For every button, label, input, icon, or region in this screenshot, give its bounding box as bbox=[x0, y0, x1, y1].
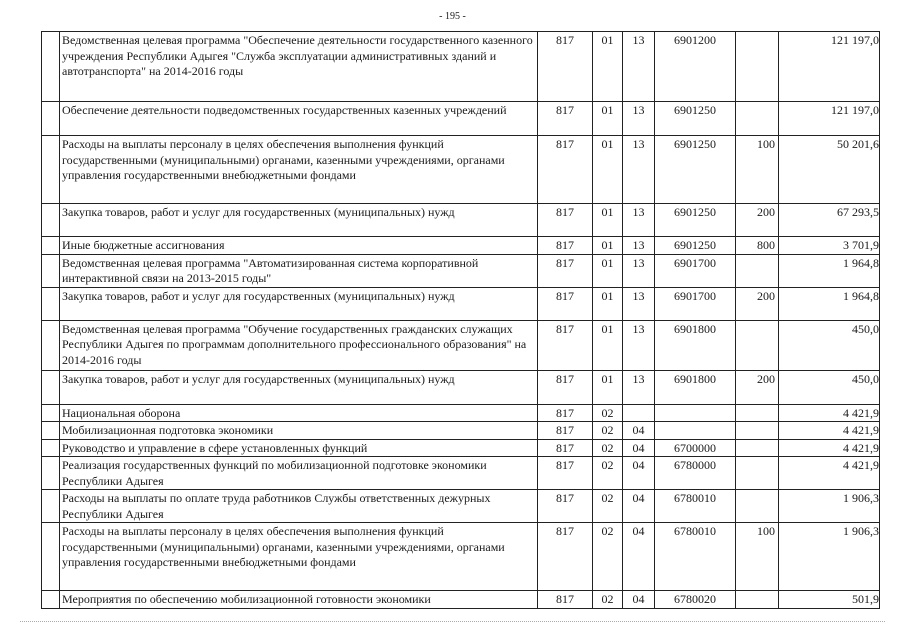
row-name-cell: Закупка товаров, работ и услуг для государственных (муниципальных) нужд bbox=[60, 204, 538, 237]
row-sum-cell: 450,0 bbox=[779, 320, 880, 370]
row-blank-cell bbox=[42, 439, 60, 457]
row-pr-cell: 13 bbox=[623, 102, 655, 136]
row-sum-cell: 1 906,3 bbox=[779, 523, 880, 591]
budget-table bbox=[41, 31, 880, 609]
row-blank-cell bbox=[42, 404, 60, 422]
row-grbs-cell: 817 bbox=[538, 254, 593, 287]
row-pr-cell: 13 bbox=[623, 136, 655, 204]
row-blank-cell bbox=[42, 370, 60, 404]
row-csr-cell: 6901250 bbox=[655, 136, 736, 204]
row-pr-cell: 13 bbox=[623, 237, 655, 255]
table-row bbox=[42, 439, 880, 457]
row-blank-cell bbox=[42, 237, 60, 255]
row-rz-cell: 02 bbox=[593, 523, 623, 591]
row-grbs-cell: 817 bbox=[538, 370, 593, 404]
row-grbs-cell: 817 bbox=[538, 102, 593, 136]
row-name-cell: Руководство и управление в сфере установленных функций bbox=[60, 439, 538, 457]
row-rz-cell: 01 bbox=[593, 32, 623, 102]
table-row bbox=[42, 32, 880, 102]
table-row bbox=[42, 422, 880, 440]
table-row bbox=[42, 320, 880, 370]
row-rz-cell: 01 bbox=[593, 237, 623, 255]
row-grbs-cell: 817 bbox=[538, 32, 593, 102]
row-vr-cell bbox=[736, 32, 779, 102]
row-vr-cell: 100 bbox=[736, 523, 779, 591]
row-pr-cell: 04 bbox=[623, 422, 655, 440]
row-vr-cell bbox=[736, 404, 779, 422]
row-blank-cell bbox=[42, 422, 60, 440]
row-grbs-cell: 817 bbox=[538, 404, 593, 422]
row-csr-cell: 6780020 bbox=[655, 591, 736, 609]
row-vr-cell: 200 bbox=[736, 370, 779, 404]
row-name-cell: Мероприятия по обеспечению мобилизационной готовности экономики bbox=[60, 591, 538, 609]
row-rz-cell: 01 bbox=[593, 370, 623, 404]
row-rz-cell: 02 bbox=[593, 439, 623, 457]
row-rz-cell: 02 bbox=[593, 490, 623, 523]
row-pr-cell: 04 bbox=[623, 457, 655, 490]
table-row bbox=[42, 136, 880, 204]
row-csr-cell: 6901250 bbox=[655, 102, 736, 136]
row-name-cell: Иные бюджетные ассигнования bbox=[60, 237, 538, 255]
row-sum-cell: 1 964,8 bbox=[779, 287, 880, 320]
row-grbs-cell: 817 bbox=[538, 204, 593, 237]
row-pr-cell: 13 bbox=[623, 204, 655, 237]
row-csr-cell: 6901800 bbox=[655, 320, 736, 370]
row-csr-cell: 6700000 bbox=[655, 439, 736, 457]
row-blank-cell bbox=[42, 136, 60, 204]
page-number: - 195 - bbox=[439, 11, 466, 22]
row-name-cell: Закупка товаров, работ и услуг для государственных (муниципальных) нужд bbox=[60, 370, 538, 404]
row-vr-cell bbox=[736, 422, 779, 440]
row-name-cell: Ведомственная целевая программа "Обеспечение деятельности государственного казенного учреждения Республики Адыгея "Служба эксплуатации административных зданий и автотранспорта" на 2014-2016 годы bbox=[60, 32, 538, 102]
row-name-cell: Ведомственная целевая программа "Обучение государственных гражданских служащих Республики Адыгея по программам дополнительного профессионального образования" на 2014-2016 годы bbox=[60, 320, 538, 370]
table-row bbox=[42, 523, 880, 591]
row-blank-cell bbox=[42, 254, 60, 287]
row-csr-cell: 6780000 bbox=[655, 457, 736, 490]
table-row bbox=[42, 404, 880, 422]
row-name-cell: Закупка товаров, работ и услуг для государственных (муниципальных) нужд bbox=[60, 287, 538, 320]
row-sum-cell: 121 197,0 bbox=[779, 32, 880, 102]
row-grbs-cell: 817 bbox=[538, 457, 593, 490]
row-csr-cell: 6901700 bbox=[655, 287, 736, 320]
row-rz-cell: 01 bbox=[593, 287, 623, 320]
row-sum-cell: 4 421,9 bbox=[779, 457, 880, 490]
table-row bbox=[42, 237, 880, 255]
row-csr-cell: 6901200 bbox=[655, 32, 736, 102]
row-csr-cell: 6901250 bbox=[655, 204, 736, 237]
row-sum-cell: 3 701,9 bbox=[779, 237, 880, 255]
row-csr-cell: 6901800 bbox=[655, 370, 736, 404]
row-vr-cell bbox=[736, 102, 779, 136]
row-grbs-cell: 817 bbox=[538, 237, 593, 255]
row-pr-cell: 04 bbox=[623, 523, 655, 591]
row-grbs-cell: 817 bbox=[538, 287, 593, 320]
table-row bbox=[42, 254, 880, 287]
row-name-cell: Обеспечение деятельности подведомственных государственных казенных учреждений bbox=[60, 102, 538, 136]
row-grbs-cell: 817 bbox=[538, 523, 593, 591]
row-vr-cell: 200 bbox=[736, 287, 779, 320]
row-csr-cell bbox=[655, 422, 736, 440]
row-csr-cell bbox=[655, 404, 736, 422]
row-blank-cell bbox=[42, 457, 60, 490]
row-sum-cell: 4 421,9 bbox=[779, 422, 880, 440]
table-row bbox=[42, 490, 880, 523]
row-name-cell: Расходы на выплаты персоналу в целях обеспечения выполнения функций государственными (муниципальными) органами, казенными учреждениями, органами управления государственными внебюджетными фондами bbox=[60, 136, 538, 204]
row-vr-cell bbox=[736, 490, 779, 523]
row-vr-cell bbox=[736, 439, 779, 457]
row-name-cell: Национальная оборона bbox=[60, 404, 538, 422]
row-csr-cell: 6901700 bbox=[655, 254, 736, 287]
table-row bbox=[42, 204, 880, 237]
table-row bbox=[42, 102, 880, 136]
row-sum-cell: 501,9 bbox=[779, 591, 880, 609]
row-vr-cell: 200 bbox=[736, 204, 779, 237]
row-rz-cell: 01 bbox=[593, 204, 623, 237]
row-grbs-cell: 817 bbox=[538, 136, 593, 204]
row-pr-cell bbox=[623, 404, 655, 422]
row-rz-cell: 02 bbox=[593, 422, 623, 440]
row-rz-cell: 01 bbox=[593, 136, 623, 204]
row-vr-cell bbox=[736, 591, 779, 609]
row-vr-cell bbox=[736, 254, 779, 287]
row-pr-cell: 04 bbox=[623, 439, 655, 457]
row-blank-cell bbox=[42, 287, 60, 320]
table-row bbox=[42, 370, 880, 404]
row-rz-cell: 01 bbox=[593, 254, 623, 287]
row-grbs-cell: 817 bbox=[538, 320, 593, 370]
table-row bbox=[42, 287, 880, 320]
row-grbs-cell: 817 bbox=[538, 422, 593, 440]
row-sum-cell: 450,0 bbox=[779, 370, 880, 404]
budget-table-body bbox=[42, 32, 880, 609]
row-vr-cell bbox=[736, 320, 779, 370]
row-rz-cell: 02 bbox=[593, 404, 623, 422]
row-name-cell: Ведомственная целевая программа "Автоматизированная система корпоративной интерактивной связи на 2013-2015 годы" bbox=[60, 254, 538, 287]
row-blank-cell bbox=[42, 490, 60, 523]
row-vr-cell bbox=[736, 457, 779, 490]
row-sum-cell: 4 421,9 bbox=[779, 404, 880, 422]
row-grbs-cell: 817 bbox=[538, 439, 593, 457]
row-name-cell: Реализация государственных функций по мобилизационной подготовке экономики Республики Адыгея bbox=[60, 457, 538, 490]
row-blank-cell bbox=[42, 204, 60, 237]
row-csr-cell: 6780010 bbox=[655, 490, 736, 523]
row-blank-cell bbox=[42, 523, 60, 591]
row-name-cell: Расходы на выплаты по оплате труда работников Службы ответственных дежурных Республики Адыгея bbox=[60, 490, 538, 523]
row-pr-cell: 13 bbox=[623, 320, 655, 370]
row-pr-cell: 04 bbox=[623, 490, 655, 523]
page-bottom-edge bbox=[20, 621, 885, 624]
row-sum-cell: 1 964,8 bbox=[779, 254, 880, 287]
row-rz-cell: 01 bbox=[593, 320, 623, 370]
row-vr-cell: 100 bbox=[736, 136, 779, 204]
table-row bbox=[42, 591, 880, 609]
row-sum-cell: 1 906,3 bbox=[779, 490, 880, 523]
row-csr-cell: 6901250 bbox=[655, 237, 736, 255]
row-sum-cell: 121 197,0 bbox=[779, 102, 880, 136]
budget-table-container bbox=[41, 31, 880, 609]
row-grbs-cell: 817 bbox=[538, 490, 593, 523]
row-pr-cell: 13 bbox=[623, 287, 655, 320]
row-rz-cell: 02 bbox=[593, 457, 623, 490]
row-pr-cell: 13 bbox=[623, 370, 655, 404]
row-vr-cell: 800 bbox=[736, 237, 779, 255]
row-rz-cell: 02 bbox=[593, 591, 623, 609]
row-rz-cell: 01 bbox=[593, 102, 623, 136]
row-pr-cell: 13 bbox=[623, 254, 655, 287]
row-blank-cell bbox=[42, 591, 60, 609]
row-pr-cell: 13 bbox=[623, 32, 655, 102]
row-sum-cell: 4 421,9 bbox=[779, 439, 880, 457]
table-row bbox=[42, 457, 880, 490]
row-pr-cell: 04 bbox=[623, 591, 655, 609]
row-sum-cell: 67 293,5 bbox=[779, 204, 880, 237]
row-name-cell: Мобилизационная подготовка экономики bbox=[60, 422, 538, 440]
row-name-cell: Расходы на выплаты персоналу в целях обеспечения выполнения функций государственными (муниципальными) органами, казенными учреждениями, органами управления государственными внебюджетными фондами bbox=[60, 523, 538, 591]
row-blank-cell bbox=[42, 32, 60, 102]
row-csr-cell: 6780010 bbox=[655, 523, 736, 591]
row-blank-cell bbox=[42, 320, 60, 370]
row-sum-cell: 50 201,6 bbox=[779, 136, 880, 204]
row-grbs-cell: 817 bbox=[538, 591, 593, 609]
row-blank-cell bbox=[42, 102, 60, 136]
